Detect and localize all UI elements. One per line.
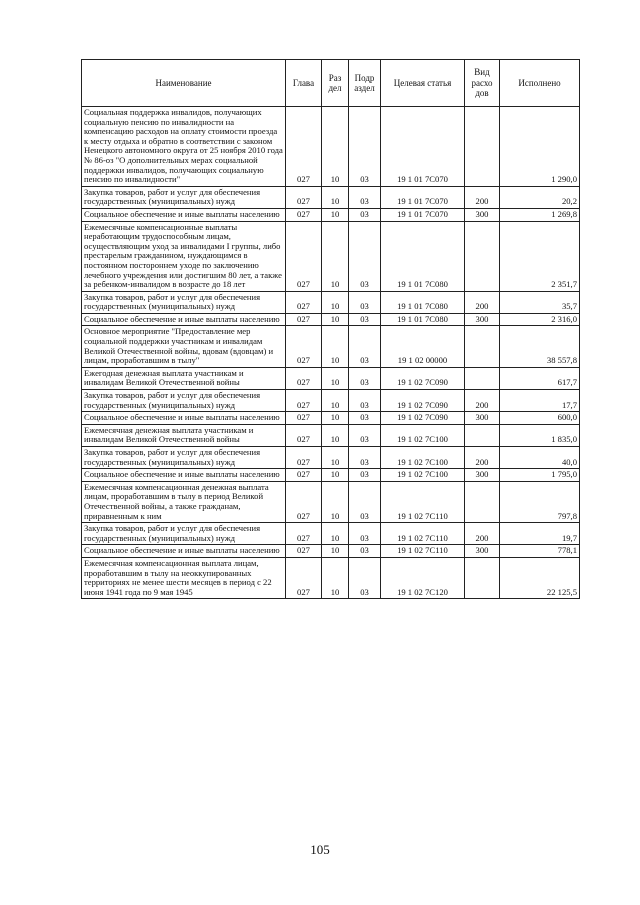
cell-podrazdel: 03 [349,469,381,482]
table-header-row [82,60,580,107]
cell-amount: 600,0 [500,412,580,425]
cell-glava: 027 [286,390,322,412]
table-row [82,390,580,412]
cell-razdel: 10 [322,221,349,291]
cell-podrazdel: 03 [349,523,381,545]
cell-amount: 22 125,5 [500,557,580,598]
cell-name: Социальное обеспечение и иные выплаты населению [82,208,286,221]
cell-name: Закупка товаров, работ и услуг для обеспечения государственных (муниципальных) нужд [82,390,286,412]
cell-glava: 027 [286,424,322,446]
cell-razdel: 10 [322,523,349,545]
cell-name: Ежемесячные компенсационные выплаты неработающим трудоспособным лицам, осуществляющим уход за инвалидами I группы, либо престарелым гражданином, нуждающимся в постоянном постороннем уходе по заключению лечебного учреждения или достигшим 80 лет, а также за ребенком-инвалидом в возрасте до 18 лет [82,221,286,291]
cell-amount: 2 351,7 [500,221,580,291]
cell-target: 19 1 02 7С100 [381,469,465,482]
cell-podrazdel: 03 [349,412,381,425]
header-glava: Глава [286,60,322,107]
cell-podrazdel: 03 [349,557,381,598]
cell-glava: 027 [286,469,322,482]
cell-razdel: 10 [322,469,349,482]
cell-razdel: 10 [322,390,349,412]
cell-glava: 027 [286,186,322,208]
cell-vid: 300 [465,469,500,482]
cell-target: 19 1 02 7С120 [381,557,465,598]
cell-glava: 027 [286,447,322,469]
cell-vid: 300 [465,208,500,221]
cell-glava: 027 [286,208,322,221]
cell-amount: 617,7 [500,367,580,389]
cell-podrazdel: 03 [349,291,381,313]
cell-amount: 17,7 [500,390,580,412]
cell-podrazdel: 03 [349,447,381,469]
cell-razdel: 10 [322,557,349,598]
table-row [82,186,580,208]
cell-amount: 1 290,0 [500,107,580,187]
cell-target: 19 1 01 7С070 [381,186,465,208]
cell-vid: 300 [465,545,500,558]
cell-podrazdel: 03 [349,545,381,558]
cell-vid [465,481,500,522]
table-row [82,469,580,482]
cell-target: 19 1 02 7С100 [381,447,465,469]
table-row [82,291,580,313]
cell-razdel: 10 [322,313,349,326]
cell-name: Ежемесячная компенсационная денежная выплата лицам, проработавшим в тылу в период Великой Отечественной войны, а также гражданам, приравненным к ним [82,481,286,522]
cell-glava: 027 [286,545,322,558]
cell-glava: 027 [286,107,322,187]
cell-glava: 027 [286,557,322,598]
header-target: Целевая статья [381,60,465,107]
cell-glava: 027 [286,412,322,425]
cell-podrazdel: 03 [349,208,381,221]
cell-razdel: 10 [322,367,349,389]
cell-vid [465,326,500,367]
cell-amount: 797,8 [500,481,580,522]
cell-podrazdel: 03 [349,481,381,522]
cell-target: 19 1 01 7С070 [381,208,465,221]
cell-amount: 35,7 [500,291,580,313]
cell-vid [465,221,500,291]
cell-vid: 200 [465,291,500,313]
cell-vid: 200 [465,523,500,545]
table-row [82,313,580,326]
cell-amount: 40,0 [500,447,580,469]
cell-name: Закупка товаров, работ и услуг для обеспечения государственных (муниципальных) нужд [82,186,286,208]
header-executed: Исполнено [500,60,580,107]
cell-vid [465,424,500,446]
cell-amount: 778,1 [500,545,580,558]
cell-target: 19 1 01 7С070 [381,107,465,187]
cell-name: Основное мероприятие "Предоставление мер социальной поддержки участникам и инвалидам Великой Отечественной войны, вдовам (вдовцам) и лицам, проработавшим в тылу" [82,326,286,367]
table-row [82,447,580,469]
cell-target: 19 1 02 7С090 [381,390,465,412]
table-row [82,208,580,221]
header-name: Наименование [82,60,286,107]
cell-target: 19 1 01 7С080 [381,313,465,326]
cell-podrazdel: 03 [349,326,381,367]
cell-vid: 300 [465,313,500,326]
cell-vid: 300 [465,412,500,425]
cell-razdel: 10 [322,424,349,446]
cell-vid [465,557,500,598]
cell-glava: 027 [286,523,322,545]
cell-razdel: 10 [322,545,349,558]
cell-glava: 027 [286,326,322,367]
cell-vid [465,107,500,187]
cell-name: Закупка товаров, работ и услуг для обеспечения государственных (муниципальных) нужд [82,523,286,545]
cell-glava: 027 [286,221,322,291]
cell-vid: 200 [465,390,500,412]
cell-razdel: 10 [322,186,349,208]
cell-name: Социальное обеспечение и иные выплаты населению [82,412,286,425]
cell-name: Ежемесячная денежная выплата участникам и инвалидам Великой Отечественной войны [82,424,286,446]
cell-target: 19 1 01 7С080 [381,221,465,291]
table-row [82,557,580,598]
cell-amount: 19,7 [500,523,580,545]
cell-amount: 38 557,8 [500,326,580,367]
cell-name: Социальное обеспечение и иные выплаты населению [82,313,286,326]
page-number: 105 [310,842,330,857]
cell-target: 19 1 02 7С090 [381,412,465,425]
header-vid: Вид расхо дов [465,60,500,107]
header-podrazdel: Подр аздел [349,60,381,107]
cell-razdel: 10 [322,291,349,313]
cell-target: 19 1 02 7С110 [381,523,465,545]
cell-target: 19 1 01 7С080 [381,291,465,313]
table-body [82,107,580,599]
cell-podrazdel: 03 [349,186,381,208]
budget-table [81,59,580,599]
cell-podrazdel: 03 [349,107,381,187]
table-row [82,107,580,187]
cell-razdel: 10 [322,481,349,522]
cell-razdel: 10 [322,412,349,425]
cell-name: Закупка товаров, работ и услуг для обеспечения государственных (муниципальных) нужд [82,447,286,469]
table-row [82,424,580,446]
cell-podrazdel: 03 [349,313,381,326]
cell-vid: 200 [465,447,500,469]
cell-razdel: 10 [322,447,349,469]
table-row [82,545,580,558]
cell-name: Социальное обеспечение и иные выплаты населению [82,545,286,558]
cell-glava: 027 [286,481,322,522]
cell-amount: 1 795,0 [500,469,580,482]
cell-name: Ежегодная денежная выплата участникам и инвалидам Великой Отечественной войны [82,367,286,389]
cell-name: Социальная поддержка инвалидов, получающих социальную пенсию по инвалидности на компенсацию расходов на оплату стоимости проезда к месту отдыха и обратно в соответствии с законом Ненецкого автономного округа от 25 ноября 2010 года № 86-оз "О дополнительных мерах социальной поддержки инвалидов, получающих социальную пенсию по инвалидности" [82,107,286,187]
cell-amount: 1 835,0 [500,424,580,446]
cell-glava: 027 [286,367,322,389]
cell-target: 19 1 02 7С100 [381,424,465,446]
cell-glava: 027 [286,291,322,313]
table-row [82,523,580,545]
cell-target: 19 1 02 7С090 [381,367,465,389]
cell-amount: 1 269,8 [500,208,580,221]
cell-target: 19 1 02 7С110 [381,481,465,522]
cell-target: 19 1 02 00000 [381,326,465,367]
cell-glava: 027 [286,313,322,326]
cell-podrazdel: 03 [349,221,381,291]
table-row [82,412,580,425]
cell-podrazdel: 03 [349,424,381,446]
cell-name: Ежемесячная компенсационная выплата лицам, проработавшим в тылу на неоккупированных территориях не менее шести месяцев в период с 22 июня 1941 года по 9 мая 1945 [82,557,286,598]
cell-name: Закупка товаров, работ и услуг для обеспечения государственных (муниципальных) нужд [82,291,286,313]
header-razdel: Раз дел [322,60,349,107]
table-row [82,221,580,291]
cell-vid: 200 [465,186,500,208]
cell-target: 19 1 02 7С110 [381,545,465,558]
cell-podrazdel: 03 [349,367,381,389]
cell-amount: 20,2 [500,186,580,208]
table-row [82,326,580,367]
cell-vid [465,367,500,389]
table-row [82,367,580,389]
cell-razdel: 10 [322,326,349,367]
table-row [82,481,580,522]
cell-amount: 2 316,0 [500,313,580,326]
cell-razdel: 10 [322,107,349,187]
cell-razdel: 10 [322,208,349,221]
cell-podrazdel: 03 [349,390,381,412]
cell-name: Социальное обеспечение и иные выплаты населению [82,469,286,482]
